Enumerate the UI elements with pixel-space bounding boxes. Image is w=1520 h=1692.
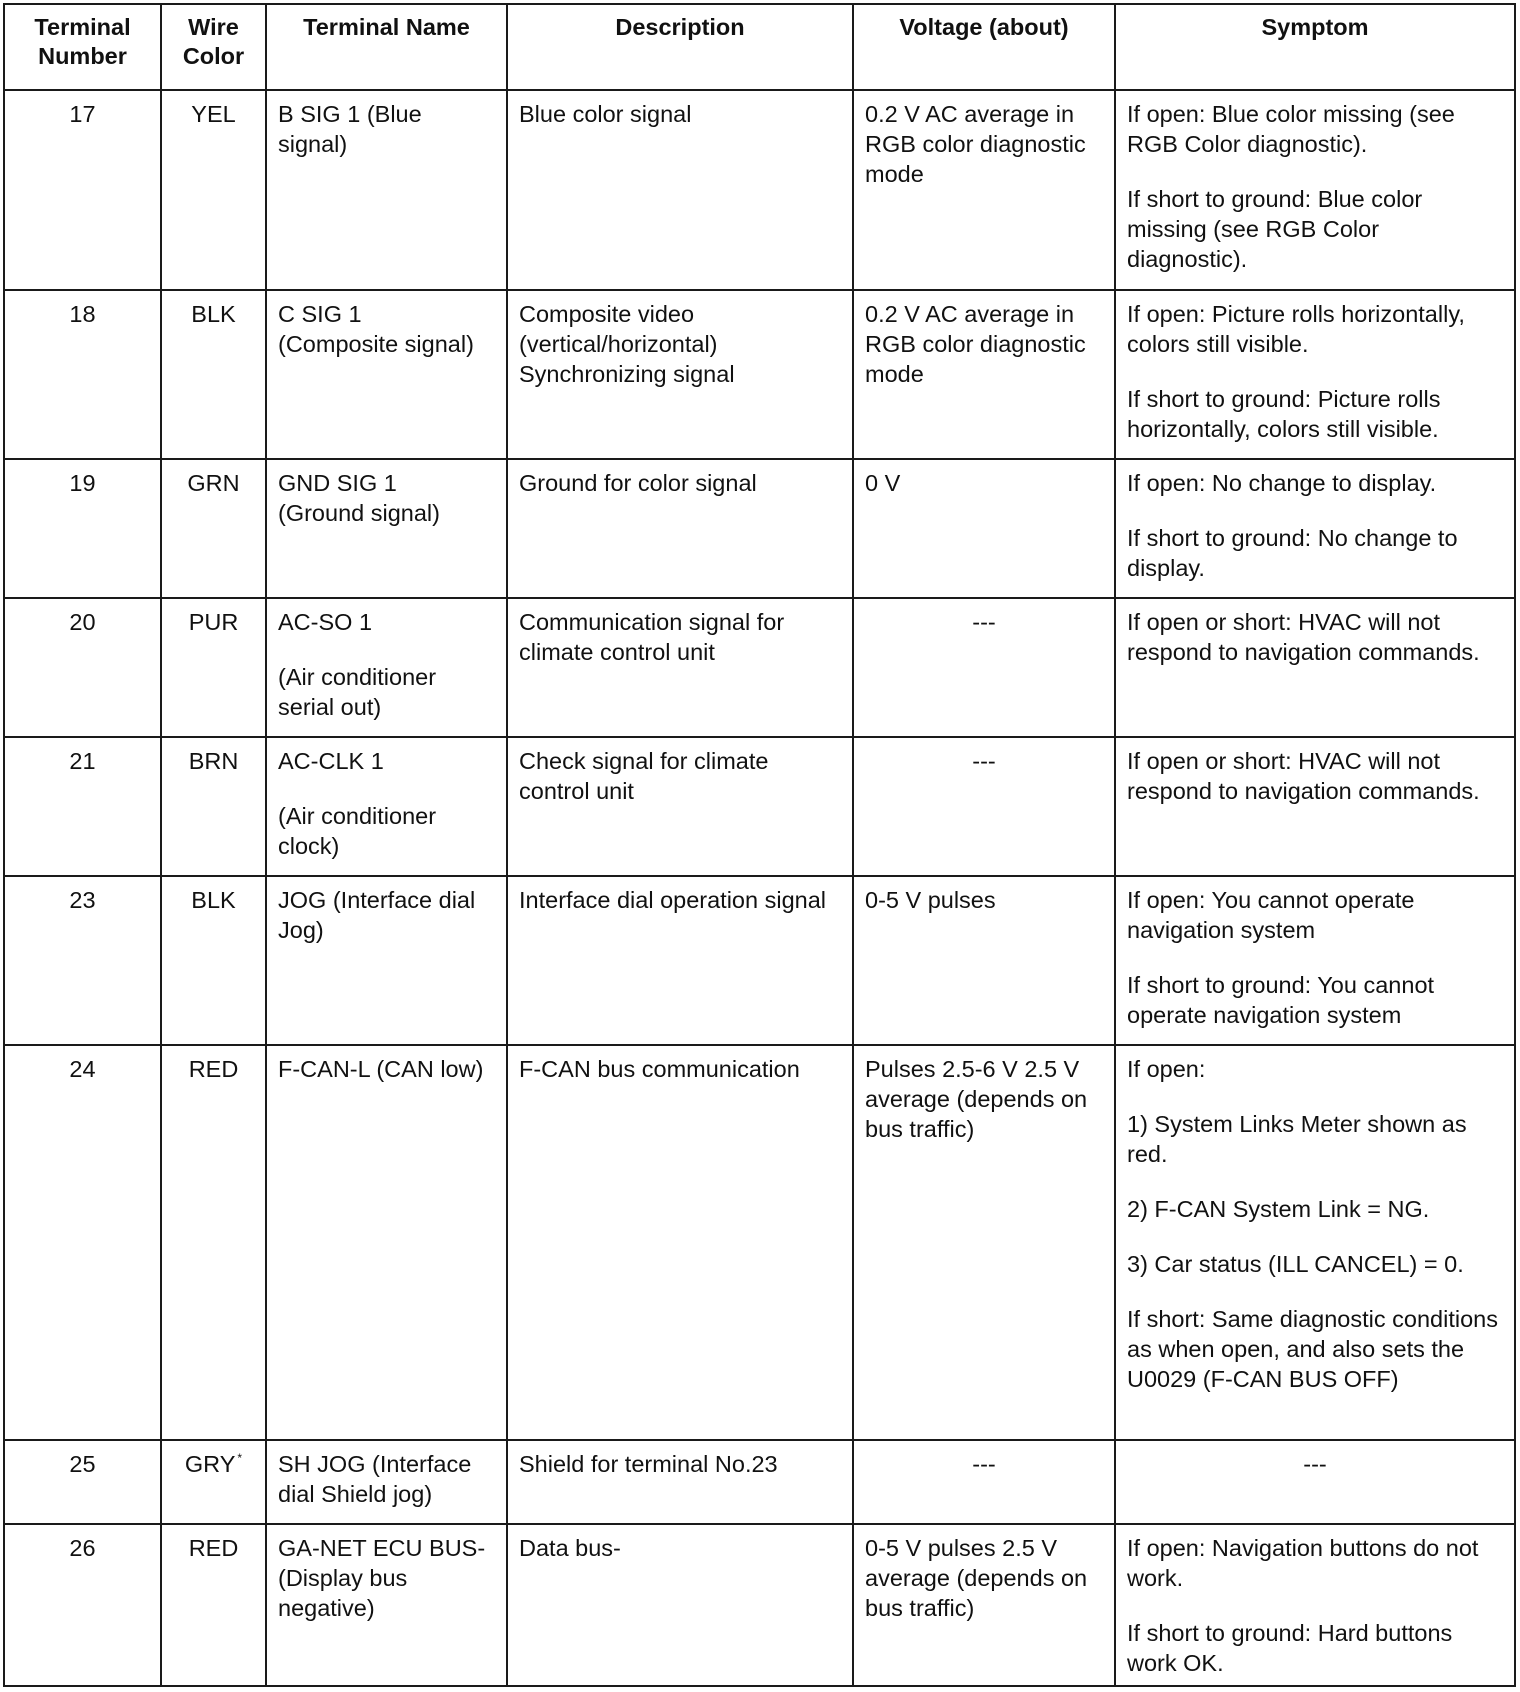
description-text: Communication signal for climate control unit: [519, 609, 785, 665]
description-line: (vertical/horizontal): [519, 331, 718, 357]
description-text: Shield for terminal No.23: [519, 1451, 778, 1477]
table-row: [4, 459, 1515, 598]
symptom-paragraph: If open or short: HVAC will not respond to navigation commands.: [1127, 609, 1480, 665]
terminal-name-subtext: (Air conditioner serial out): [278, 664, 437, 720]
wire-color-cell: GRN: [161, 459, 266, 598]
table-row: [4, 737, 1515, 876]
symptom-paragraph: If open:: [1127, 1056, 1206, 1082]
symptom-cell: [1115, 90, 1515, 290]
symptom-paragraph: 1) System Links Meter shown as red.: [1127, 1111, 1467, 1167]
voltage-cell: ---: [853, 598, 1115, 737]
header-wire-color-line2: Color: [182, 43, 245, 69]
symptom-paragraph: If open: You cannot operate navigation system: [1127, 887, 1415, 943]
table-body: [4, 90, 1515, 1686]
wire-color-text: GRY: [184, 1451, 236, 1477]
description-cell: [507, 290, 853, 459]
symptom-paragraph: If short: Same diagnostic conditions as when open, and also sets the U0029 (F-CAN BUS OFF): [1127, 1306, 1498, 1392]
header-wire-color-line1: Wire: [188, 14, 239, 40]
wire-color-cell: BLK: [161, 290, 266, 459]
symptom-paragraph: If open: Picture rolls horizontally, colors still visible.: [1127, 301, 1465, 357]
description-cell: [507, 90, 853, 290]
voltage-cell: 0 V: [853, 459, 1115, 598]
symptom-paragraph: If short to ground: You cannot operate navigation system: [1127, 972, 1435, 1028]
description-text: Interface dial operation signal: [519, 887, 827, 913]
table-row: [4, 1440, 1515, 1524]
terminal-number-cell: 26: [4, 1524, 161, 1686]
terminal-name-text: AC-CLK 1: [278, 748, 384, 774]
header-wire-color: [161, 4, 266, 90]
header-terminal-number: [4, 4, 161, 90]
symptom-cell: [1115, 876, 1515, 1045]
table-row: [4, 290, 1515, 459]
terminal-name-text: JOG (Interface dial Jog): [278, 887, 476, 943]
symptom-cell: [1115, 737, 1515, 876]
terminal-name-cell: [266, 290, 507, 459]
header-voltage: Voltage (about): [853, 4, 1115, 90]
terminal-name-text: SH JOG (Interface dial Shield jog): [278, 1451, 472, 1507]
symptom-paragraph: 2) F-CAN System Link = NG.: [1127, 1196, 1430, 1222]
voltage-cell: 0.2 V AC average in RGB color diagnostic mode: [853, 90, 1115, 290]
terminal-name-text: AC-SO 1: [278, 609, 373, 635]
voltage-cell: Pulses 2.5-6 V 2.5 V average (depends on bus traffic): [853, 1045, 1115, 1440]
description-cell: [507, 1524, 853, 1686]
terminal-name-text: C SIG 1: [278, 301, 362, 327]
terminal-name-subtext: (Composite signal): [278, 331, 474, 357]
wire-color-cell: RED: [161, 1524, 266, 1686]
description-line: Composite video: [519, 301, 695, 327]
terminal-name-subtext: (Air conditioner clock): [278, 803, 437, 859]
wire-color-cell: BLK: [161, 876, 266, 1045]
terminal-number-cell: 21: [4, 737, 161, 876]
terminal-number-cell: 23: [4, 876, 161, 1045]
voltage-cell: 0-5 V pulses 2.5 V average (depends on bus traffic): [853, 1524, 1115, 1686]
symptom-cell: [1115, 459, 1515, 598]
table-row: [4, 90, 1515, 290]
terminal-name-cell: [266, 1045, 507, 1440]
voltage-cell: ---: [853, 737, 1115, 876]
terminal-number-cell: 19: [4, 459, 161, 598]
terminal-name-cell: [266, 737, 507, 876]
table-row: [4, 1045, 1515, 1440]
symptom-paragraph: 3) Car status (ILL CANCEL) = 0.: [1127, 1251, 1464, 1277]
wire-color-cell: PUR: [161, 598, 266, 737]
header-terminal-number-line1: Terminal: [34, 14, 131, 40]
terminal-name-cell: [266, 1440, 507, 1524]
terminal-name-cell: [266, 876, 507, 1045]
terminal-table: [3, 3, 1516, 1687]
terminal-name-cell: [266, 459, 507, 598]
terminal-name-cell: [266, 90, 507, 290]
symptom-cell: [1115, 598, 1515, 737]
description-text: Blue color signal: [519, 101, 692, 127]
terminal-number-cell: 20: [4, 598, 161, 737]
symptom-paragraph: If open or short: HVAC will not respond to navigation commands.: [1127, 748, 1480, 804]
voltage-cell: 0-5 V pulses: [853, 876, 1115, 1045]
symptom-paragraph: If open: No change to display.: [1127, 470, 1437, 496]
header-terminal-name: Terminal Name: [266, 4, 507, 90]
terminal-number-cell: 17: [4, 90, 161, 290]
terminal-number-cell: 18: [4, 290, 161, 459]
terminal-name-text: F-CAN-L (CAN low): [278, 1056, 484, 1082]
symptom-paragraph: If short to ground: No change to display.: [1127, 525, 1458, 581]
table-row: [4, 876, 1515, 1045]
symptom-cell: [1115, 1524, 1515, 1686]
description-cell: [507, 737, 853, 876]
voltage-cell: ---: [853, 1440, 1115, 1524]
terminal-name-text: GND SIG 1: [278, 470, 397, 496]
symptom-cell: [1115, 290, 1515, 459]
wire-color-cell: [161, 1440, 266, 1524]
symptom-cell: [1115, 1440, 1515, 1524]
description-cell: [507, 459, 853, 598]
voltage-cell: 0.2 V AC average in RGB color diagnostic mode: [853, 290, 1115, 459]
symptom-paragraph: If open: Blue color missing (see RGB Color diagnostic).: [1127, 101, 1455, 157]
description-text: Data bus-: [519, 1535, 621, 1561]
description-cell: [507, 876, 853, 1045]
header-description: Description: [507, 4, 853, 90]
header-row: [4, 4, 1515, 90]
table-row: [4, 598, 1515, 737]
symptom-paragraph: ---: [1303, 1451, 1327, 1477]
symptom-paragraph: If short to ground: Blue color missing (see RGB Color diagnostic).: [1127, 186, 1423, 272]
wire-color-footnote-mark: *: [237, 1451, 243, 1465]
wire-color-cell: RED: [161, 1045, 266, 1440]
symptom-paragraph: If short to ground: Picture rolls horizontally, colors still visible.: [1127, 386, 1441, 442]
header-symptom: Symptom: [1115, 4, 1515, 90]
description-line: Synchronizing signal: [519, 361, 735, 387]
header-terminal-number-line2: Number: [38, 43, 127, 69]
description-text: Check signal for climate control unit: [519, 748, 769, 804]
terminal-name-text: B SIG 1 (Blue signal): [278, 101, 422, 157]
description-text: F-CAN bus communication: [519, 1056, 800, 1082]
terminal-name-subtext: (Ground signal): [278, 500, 440, 526]
terminal-number-cell: 25: [4, 1440, 161, 1524]
table-header: [4, 4, 1515, 90]
description-text: Ground for color signal: [519, 470, 757, 496]
wire-color-cell: YEL: [161, 90, 266, 290]
terminal-name-text: GA-NET ECU BUS- (Display bus negative): [278, 1535, 486, 1621]
description-cell: [507, 1045, 853, 1440]
wire-color-cell: BRN: [161, 737, 266, 876]
description-cell: [507, 598, 853, 737]
description-cell: [507, 1440, 853, 1524]
symptom-cell: [1115, 1045, 1515, 1440]
terminal-name-cell: [266, 598, 507, 737]
symptom-paragraph: If short to ground: Hard buttons work OK.: [1127, 1620, 1453, 1676]
terminal-number-cell: 24: [4, 1045, 161, 1440]
terminal-name-cell: [266, 1524, 507, 1686]
table-row: [4, 1524, 1515, 1686]
symptom-paragraph: If open: Navigation buttons do not work.: [1127, 1535, 1479, 1591]
